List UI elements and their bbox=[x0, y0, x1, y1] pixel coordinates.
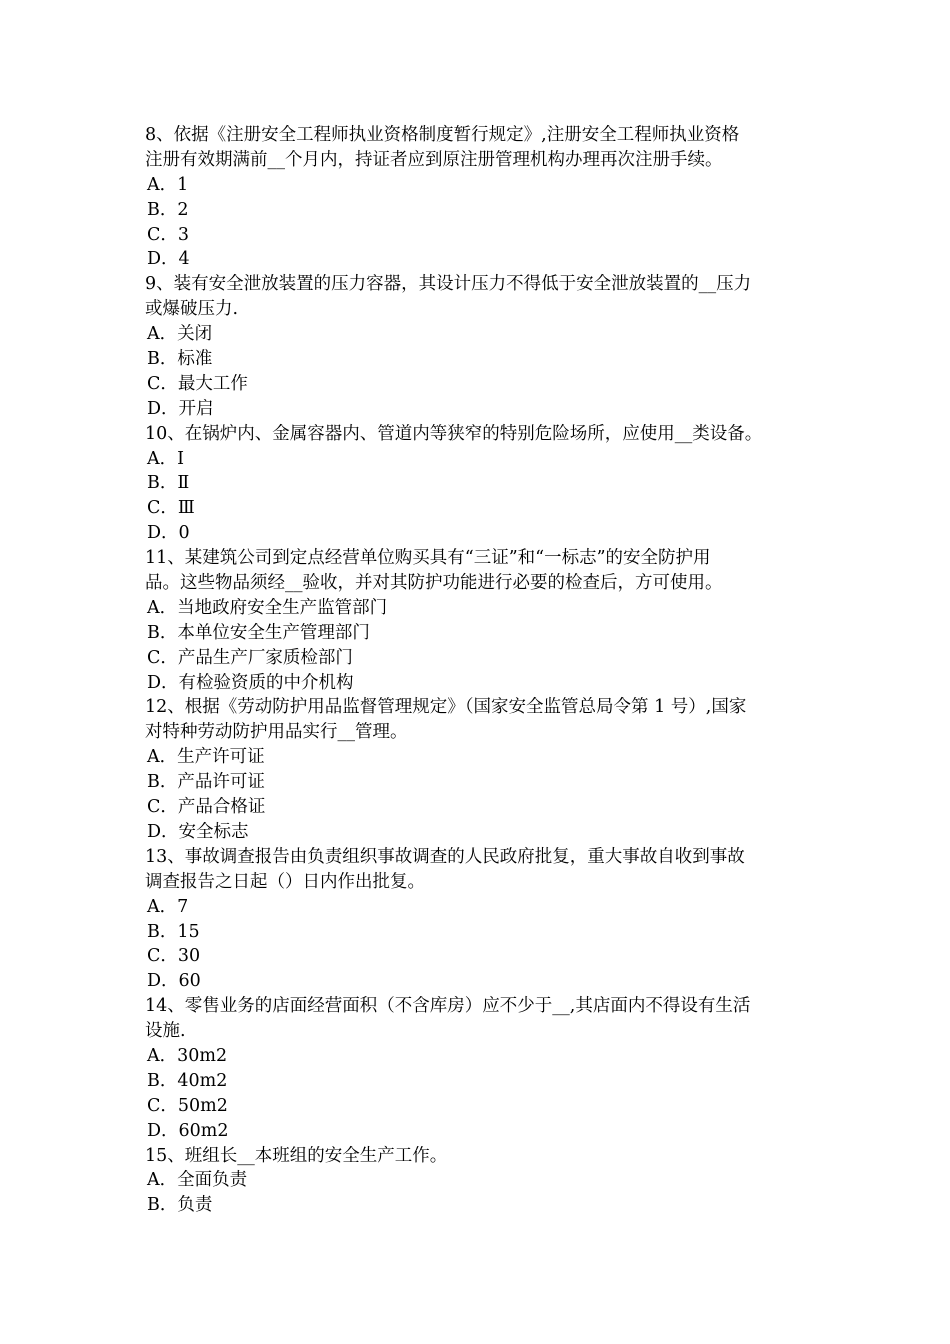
option-d: D．开启 bbox=[147, 398, 214, 419]
option-c: C．30 bbox=[147, 946, 201, 967]
question-text-line: 11、某建筑公司到定点经营单位购买具有“三证”和“一标志”的安全防护用 bbox=[145, 548, 711, 569]
question-text-line: 或爆破压力. bbox=[145, 299, 239, 320]
question-text-line: 12、根据《劳动防护用品监督管理规定》（国家安全监管总局令第 1 号）,国家 bbox=[145, 697, 747, 718]
question-text-line: 设施. bbox=[145, 1021, 186, 1042]
option-b: B．Ⅱ bbox=[147, 473, 190, 494]
question-text-line: 14、零售业务的店面经营面积（不含库房）应不少于__,其店面内不得设有生活 bbox=[145, 996, 751, 1017]
question-11 bbox=[145, 546, 810, 695]
question-9 bbox=[145, 272, 810, 421]
option-c: C．3 bbox=[147, 224, 190, 245]
question-13 bbox=[145, 845, 810, 994]
question-15 bbox=[145, 1144, 810, 1219]
option-c: C．产品生产厂家质检部门 bbox=[147, 647, 353, 668]
option-d: D．安全标志 bbox=[147, 821, 249, 842]
option-a: A．关闭 bbox=[147, 324, 213, 345]
option-a: A．生产许可证 bbox=[147, 747, 265, 768]
option-d: D．0 bbox=[147, 523, 190, 544]
option-a: A．Ⅰ bbox=[147, 448, 185, 469]
option-d: D．60m2 bbox=[147, 1120, 229, 1141]
question-text-line: 对特种劳动防护用品实行__管理。 bbox=[145, 722, 408, 743]
option-c: C．最大工作 bbox=[147, 373, 248, 394]
option-b: B．产品许可证 bbox=[147, 772, 265, 793]
option-a: A．30m2 bbox=[147, 1045, 228, 1066]
question-text-line: 注册有效期满前__个月内，持证者应到原注册管理机构办理再次注册手续。 bbox=[145, 149, 723, 170]
option-d: D．有检验资质的中介机构 bbox=[147, 672, 354, 693]
question-text-line: 9、装有安全泄放装置的压力容器，其设计压力不得低于安全泄放装置的__压力 bbox=[145, 274, 752, 295]
option-a: A．7 bbox=[147, 896, 189, 917]
question-text-line: 品。这些物品须经__验收，并对其防护功能进行必要的检查后，方可使用。 bbox=[145, 573, 723, 594]
option-b: B．标准 bbox=[147, 349, 213, 370]
option-a: A．当地政府安全生产监管部门 bbox=[147, 597, 388, 618]
option-b: B．负责 bbox=[147, 1195, 213, 1216]
question-text-line: 13、事故调查报告由负责组织事故调查的人民政府批复，重大事故自收到事故 bbox=[145, 846, 745, 867]
question-8 bbox=[145, 123, 810, 272]
option-b: B．15 bbox=[147, 921, 200, 942]
question-text-line: 调查报告之日起（）日内作出批复。 bbox=[145, 871, 425, 892]
question-text-line: 15、班组长__本班组的安全生产工作。 bbox=[145, 1145, 448, 1166]
option-b: B．2 bbox=[147, 199, 189, 220]
option-a: A．1 bbox=[147, 174, 189, 195]
question-12 bbox=[145, 695, 810, 844]
option-c: C．产品合格证 bbox=[147, 797, 266, 818]
option-b: B．40m2 bbox=[147, 1070, 228, 1091]
option-d: D．4 bbox=[147, 249, 190, 270]
option-b: B．本单位安全生产管理部门 bbox=[147, 622, 370, 643]
question-10 bbox=[145, 422, 810, 546]
option-d: D．60 bbox=[147, 971, 201, 992]
question-14 bbox=[145, 994, 810, 1143]
option-c: C．50m2 bbox=[147, 1095, 228, 1116]
question-text-line: 10、在锅炉内、金属容器内、管道内等狭窄的特别危险场所，应使用__类设备。 bbox=[145, 423, 763, 444]
document-page bbox=[145, 123, 810, 1218]
option-a: A．全面负责 bbox=[147, 1170, 248, 1191]
question-text-line: 8、依据《注册安全工程师执业资格制度暂行规定》,注册安全工程师执业资格 bbox=[145, 125, 740, 145]
option-c: C．Ⅲ bbox=[147, 498, 195, 519]
